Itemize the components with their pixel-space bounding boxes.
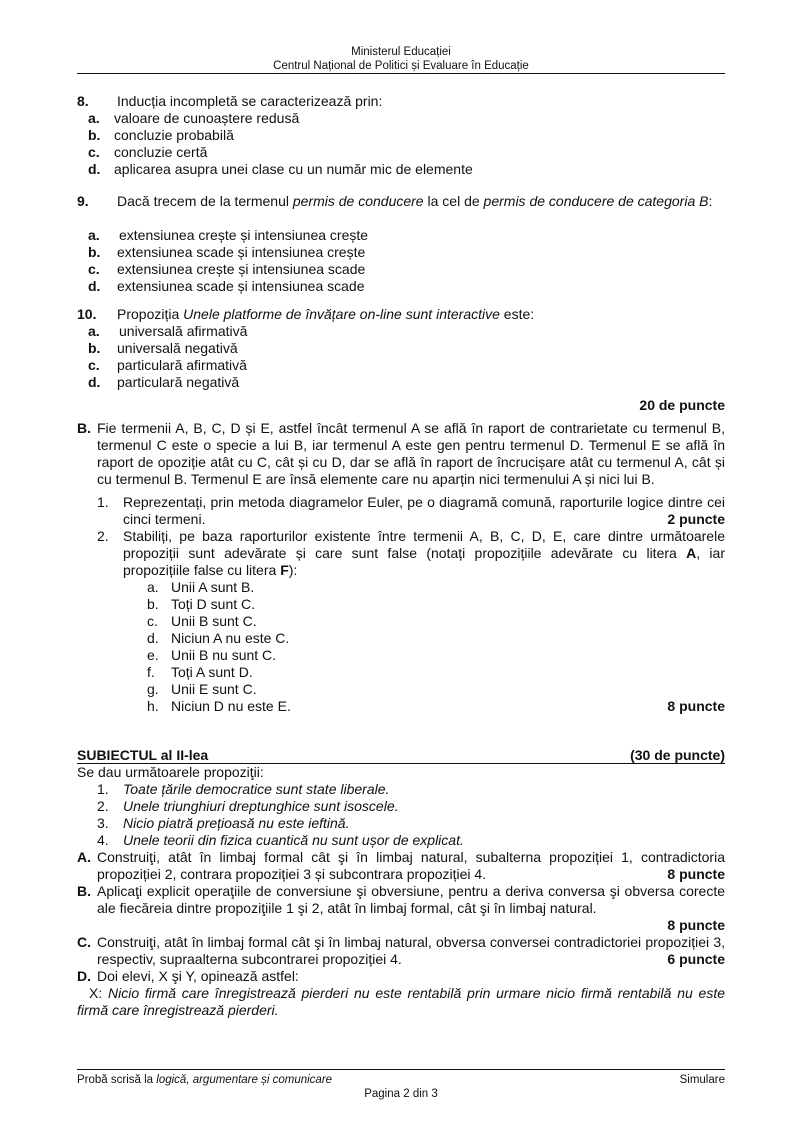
statement-item: g. Unii E sunt C. [147, 681, 257, 697]
option-letter: b. [88, 244, 101, 260]
student-x-opinion: X: Nicio firmă care înregistrează pierderi nu este rentabilă prin urmare nicio firmă rentabilă nu este firmă care înregistrează pierderi. [77, 985, 726, 1018]
question-8 [77, 93, 725, 178]
option-letter: a. [88, 110, 100, 126]
task-text: Reprezentați, prin metoda diagramelor Euler, pe o diagramă comună, raporturile logice dintre cei cinci termeni. [123, 494, 725, 527]
question-number: 8. [77, 93, 89, 109]
question-10 [77, 306, 725, 414]
footer-divider [77, 1069, 725, 1070]
option-row [77, 323, 725, 340]
question-text: Inducția incompletă se caracterizează prin: [117, 93, 383, 109]
option-row [77, 374, 725, 391]
option-row [77, 127, 725, 144]
question-number: 10. [77, 306, 97, 322]
option-letter: a. [88, 323, 100, 339]
task-text: Stabiliți, pe baza raporturilor existente între termenii A, B, C, D, E, care dintre următoarele propoziții sunt adevărate și care sunt false (notați propozițiile adevărate cu litera A, iar propozițiile false cu litera F): [123, 528, 725, 578]
part-b-text: Fie termenii A, B, C, D și E, astfel încât termenul A se află în raport de contrarietate cu termenul B, termenul C este o specie a lui B, iar termenul A este gen pentru termenul D. Termenul E se află în raport de opoziție atât cu C, cât și cu D, dar se află în raport de încrucișare atât cu termenul A, cât și cu termenul B. Termenul E are însă elemente care nu aparțin nici termenului A și nici lui B. [97, 420, 725, 487]
requirement-points: 8 puncte [667, 866, 725, 882]
task-2 [97, 528, 725, 579]
subject-2 [77, 747, 725, 1019]
option-text: universală afirmativă [119, 323, 248, 339]
statement-item: c. Unii B sunt C. [147, 613, 257, 629]
requirement-b [77, 883, 725, 934]
requirement-label: A. [77, 849, 91, 865]
statement-list [147, 579, 725, 715]
footer-page-number: Pagina 2 din 3 [364, 1088, 438, 1100]
option-letter: d. [88, 161, 101, 177]
proposition-item: 1. Toate țările democratice sunt state liberale. [97, 781, 390, 797]
statement-item: a. Unii A sunt B. [147, 579, 255, 595]
page-header [77, 45, 725, 73]
option-letter: b. [88, 127, 101, 143]
task-number: 1. [97, 494, 109, 510]
subject-title: SUBIECTUL al II-lea [77, 747, 209, 763]
question-9 [77, 193, 725, 295]
requirement-a [77, 849, 725, 883]
subject-points: (30 de puncte) [630, 747, 725, 763]
header-divider [77, 73, 725, 74]
proposition-list [97, 781, 725, 849]
question-text: Propoziția Unele platforme de învățare on-line sunt interactive este: [117, 306, 535, 322]
statement-item: b. Toți D sunt C. [147, 596, 256, 612]
option-row [77, 227, 725, 244]
requirement-label: C. [77, 934, 91, 950]
subject-2-heading [77, 747, 725, 764]
header-center: Centrul Național de Politici și Evaluare în Educație [273, 60, 529, 72]
option-letter: b. [88, 340, 101, 356]
statement-item: f. Toți A sunt D. [147, 664, 253, 680]
requirement-text: Aplicaţi explicit operaţiile de conversiune şi obversiune, pentru a deriva conversa şi obversa corecte ale fiecăreia dintre propoziţiile 1 şi 2, atât în limbaj formal, cât şi în limbaj natural. [97, 883, 725, 916]
question-number: 9. [77, 193, 89, 209]
option-letter: c. [88, 357, 100, 373]
requirement-label: B. [77, 883, 91, 899]
requirement-d [77, 968, 725, 1019]
task-points: 2 puncte [667, 511, 725, 527]
task-points: 8 puncte [667, 698, 725, 714]
statement-item: h. Niciun D nu este E. 8 puncte [147, 698, 725, 714]
option-text: aplicarea asupra unei clase cu un număr mic de elemente [114, 161, 473, 177]
option-letter: a. [88, 227, 100, 243]
requirement-points: 8 puncte [667, 917, 725, 933]
task-number: 2. [97, 528, 109, 544]
requirement-c [77, 934, 725, 968]
option-letter: c. [88, 144, 100, 160]
option-row [77, 278, 725, 295]
option-row [77, 261, 725, 278]
footer-exam-name: Probă scrisă la logică, argumentare și comunicare [77, 1074, 333, 1086]
option-row [77, 110, 725, 127]
option-text: extensiunea crește și intensiunea scade [117, 261, 366, 277]
section-points: 20 de puncte [639, 397, 725, 413]
statement-item: e. Unii B nu sunt C. [147, 647, 277, 663]
proposition-item: 4. Unele teorii din fizica cuantică nu sunt ușor de explicat. [97, 832, 464, 848]
option-text: extensiunea crește și intensiunea crește [119, 227, 369, 243]
statement-item: d. Niciun A nu este C. [147, 630, 290, 646]
requirement-points: 6 puncte [667, 951, 725, 967]
part-b [77, 420, 725, 715]
question-text: Dacă trecem de la termenul permis de conducere la cel de permis de conducere de categoria B: [117, 193, 713, 209]
option-text: extensiunea scade și intensiunea crește [117, 244, 366, 260]
subject-intro: Se dau următoarele propoziţii: [77, 764, 264, 780]
task-1 [97, 494, 725, 528]
option-text: universală negativă [117, 340, 238, 356]
option-letter: d. [88, 374, 101, 390]
requirement-text: Construiţi, atât în limbaj formal cât şi în limbaj natural, subalterna propoziției 1, contradictoria propoziției 2, contrara propoziției 3 și subcontrara propoziției 4. [97, 849, 725, 882]
option-text: extensiunea scade și intensiunea scade [117, 278, 365, 294]
option-row [77, 244, 725, 261]
part-label: B. [77, 420, 91, 436]
option-row [77, 161, 725, 178]
footer-simulation: Simulare [679, 1074, 725, 1086]
option-text: concluzie certă [114, 144, 208, 160]
requirement-text: Doi elevi, X şi Y, opinează astfel: [97, 968, 299, 984]
option-letter: d. [88, 278, 101, 294]
option-text: valoare de cunoaștere redusă [114, 110, 300, 126]
option-row [77, 340, 725, 357]
option-text: concluzie probabilă [114, 127, 234, 143]
option-text: particulară negativă [117, 374, 240, 390]
option-row [77, 357, 725, 374]
requirement-text: Construiţi, atât în limbaj formal cât şi în limbaj natural, obversa conversei contradictoriei propoziției 3, respectiv, supraalterna subcontrarei propoziției 4. [97, 934, 725, 967]
option-letter: c. [88, 261, 100, 277]
requirement-label: D. [77, 968, 91, 984]
proposition-item: 3. Nicio piatră prețioasă nu este ieftină. [97, 815, 350, 831]
option-text: particulară afirmativă [117, 357, 247, 373]
proposition-item: 2. Unele triunghiuri dreptunghice sunt isoscele. [97, 798, 399, 814]
option-row [77, 144, 725, 161]
header-ministry: Ministerul Educației [351, 46, 451, 58]
